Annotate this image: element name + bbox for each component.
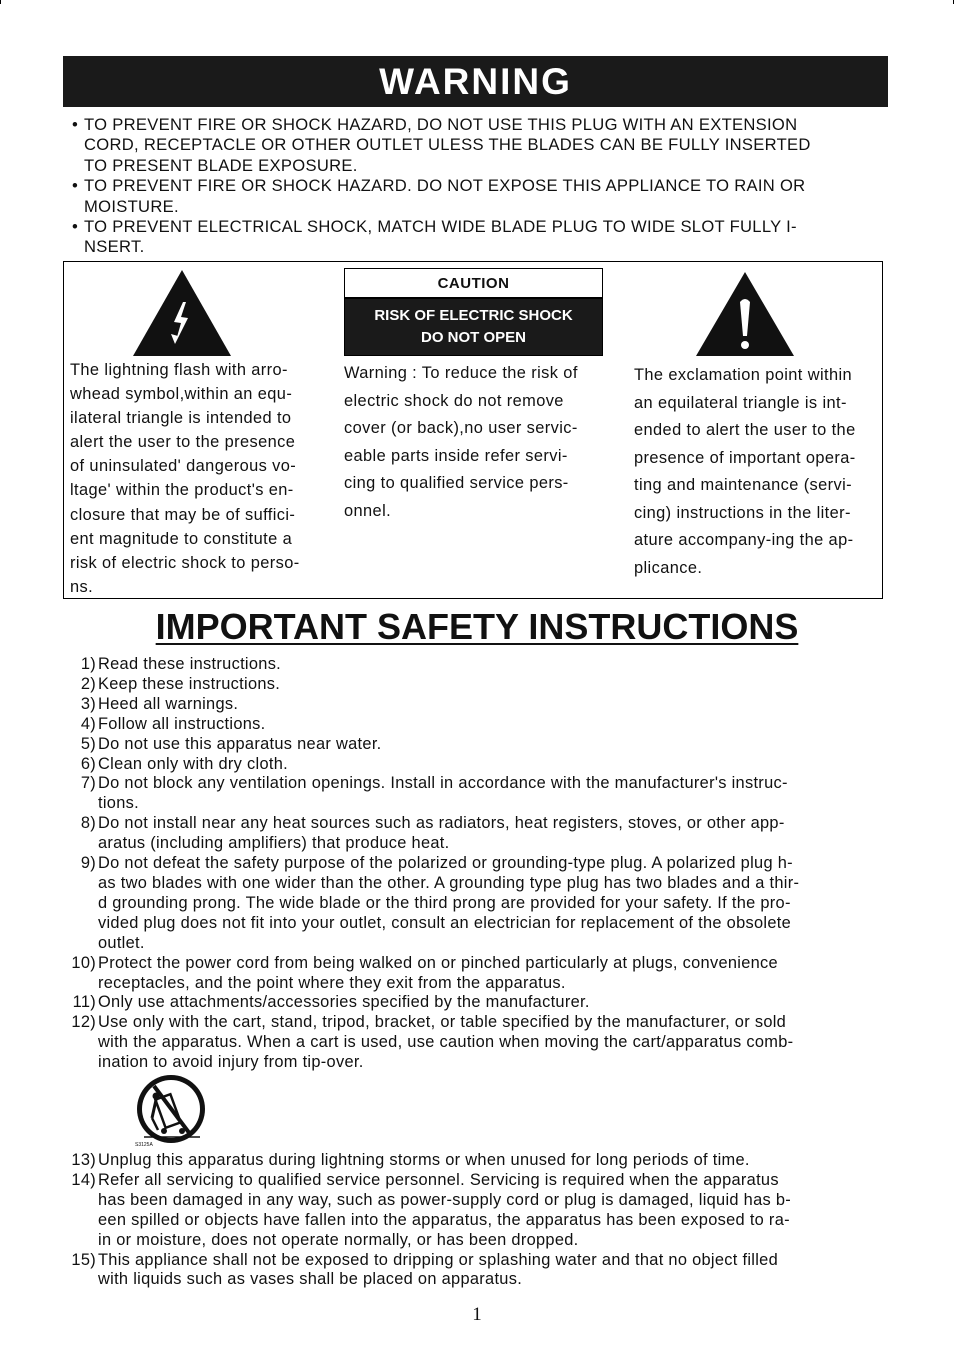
instruction-number: 10) (71, 953, 96, 972)
instruction-item (64, 993, 894, 1013)
instruction-item (64, 814, 894, 854)
instruction-text: Only use attachments/accessories specified by the manufacturer. (98, 993, 590, 1012)
instruction-number: 11) (72, 993, 96, 1012)
instruction-number: 7) (80, 774, 96, 793)
instruction-text: Do not install near any heat sources such as radiators, heat registers, stoves, or other app- aratus (including amplifiers) that produce heat. (98, 814, 785, 853)
instruction-text: Do not use this apparatus near water. (98, 734, 382, 753)
instruction-item (64, 1151, 894, 1171)
instruction-text: Follow all instructions. (98, 714, 266, 733)
instruction-number: 6) (80, 754, 96, 773)
instruction-text: Refer all servicing to qualified service personnel. Servicing is required when the apparatus has been damaged in any way, such as power-supply cord or plug is damaged, liquid has b- een spilled or objects have fallen into the apparatus, the apparatus has been exposed to ra- in or moisture, does not operate normally, or has been dropped. (98, 1170, 792, 1249)
cart-icon-code: S3125A (135, 1142, 153, 1148)
instruction-text: Do not defeat the safety purpose of the polarized or grounding-type plug. A polarized plug h- as two blades with one wider than the other. A grounding type plug has two blades and a thir- d grounding prong. The wide blade or the third prong are provided for your safety. If the pro- vided plug does not fit into your outlet, consult an electrician for replacement of the obsolete outlet. (98, 854, 800, 952)
caution-line-1: RISK OF ELECTRIC SHOCK (374, 307, 573, 324)
warning-description: Warning : To reduce the risk of electric shock do not remove cover (or back),no user servic- eable parts inside refer servi- cing to qualified service pers- onnel. (344, 364, 578, 520)
instruction-number: 8) (80, 814, 96, 833)
crop-mark-right (941, 0, 954, 4)
caution-body (345, 299, 602, 355)
instruction-item (64, 715, 894, 735)
instruction-item (64, 735, 894, 755)
warning-banner (63, 56, 888, 107)
exclamation-triangle-icon (694, 270, 796, 358)
instruction-number: 2) (80, 674, 96, 693)
instruction-item (64, 755, 894, 775)
exclamation-description: The exclamation point within an equilateral triangle is int- ended to alert the user to the presence of important opera- ting and maintenance (servi- cing) instructions in the liter- ature accompany-ing the ap- plicance. (634, 366, 856, 577)
caution-label (344, 268, 603, 356)
instruction-text: Protect the power cord from being walked on or pinched particularly at plugs, convenience receptacles, and the point where they exit from the apparatus. (98, 953, 778, 992)
instruction-item (64, 1171, 894, 1251)
instruction-item (64, 1251, 894, 1291)
instruction-number: 3) (80, 694, 96, 713)
warning-title: WARNING (379, 60, 572, 102)
instruction-number: 1) (80, 655, 96, 673)
cart-warning-icon (134, 1074, 208, 1148)
instruction-number: 14) (71, 1170, 96, 1189)
instruction-text: Clean only with dry cloth. (98, 754, 289, 773)
lightning-triangle-icon (131, 268, 233, 358)
warning-item: • TO PREVENT ELECTRICAL SHOCK, MATCH WIDE BLADE PLUG TO WIDE SLOT FULLY I- NSERT. (72, 217, 892, 258)
instruction-text: Do not block any ventilation openings. Install in accordance with the manufacturer's instruc- tions. (98, 774, 788, 813)
instruction-text: Heed all warnings. (98, 694, 239, 713)
instruction-item (64, 1013, 894, 1073)
instruction-number: 15) (71, 1250, 96, 1269)
instruction-item (64, 695, 894, 715)
instruction-item (64, 675, 894, 695)
instruction-number: 12) (71, 1013, 96, 1032)
caution-header: CAUTION (345, 269, 602, 299)
instruction-item (64, 954, 894, 994)
instruction-item (64, 774, 894, 814)
page-number: 1 (472, 1304, 482, 1325)
instructions-title-text: IMPORTANT SAFETY INSTRUCTIONS (155, 606, 799, 647)
instructions-title (0, 606, 954, 648)
instruction-number: 9) (80, 854, 96, 873)
instruction-text: This appliance shall not be exposed to dripping or splashing water and that no object filled with liquids such as vases shall be placed on apparatus. (98, 1250, 778, 1289)
instruction-number: 4) (80, 714, 96, 733)
instruction-text: Use only with the cart, stand, tripod, bracket, or table specified by the manufacturer, or sold with the apparatus. When a cart is used, use caution when moving the cart/apparatus comb- ination to avoid injury from tip-over. (98, 1013, 794, 1072)
warning-item: • TO PREVENT FIRE OR SHOCK HAZARD, DO NOT USE THIS PLUG WITH AN EXTENSION CORD, RECEPTACLE OR OTHER OUTLET ULESS THE BLADES CAN BE FULLY INSERTED TO PRESENT BLADE EXPOSURE. (72, 115, 892, 176)
instruction-text: Unplug this apparatus during lightning storms or when unused for long periods of time. (98, 1151, 750, 1169)
crop-mark-left (0, 0, 13, 4)
instruction-number: 5) (80, 734, 96, 753)
warning-item: • TO PREVENT FIRE OR SHOCK HAZARD. DO NOT EXPOSE THIS APPLIANCE TO RAIN OR MOISTURE. (72, 176, 892, 217)
caution-line-2: DO NOT OPEN (420, 329, 526, 346)
lightning-description: The lightning flash with arro- whead symbol,within an equ- ilateral triangle is intended to alert the user to the presence of uninsulated' dangerous vo- ltage' within the product's en- closure that may be of suffici- ent magnitude to constitute a risk of electric shock to perso- ns. (70, 361, 300, 596)
instruction-item (64, 655, 894, 675)
instruction-text: Keep these instructions. (98, 674, 281, 693)
instruction-number: 13) (71, 1151, 96, 1169)
instructions-list-part-2 (64, 1151, 894, 1290)
instruction-text: Read these instructions. (98, 655, 282, 673)
warning-list (72, 115, 892, 258)
instruction-item (64, 854, 894, 954)
instructions-list-part-1 (64, 655, 894, 1073)
